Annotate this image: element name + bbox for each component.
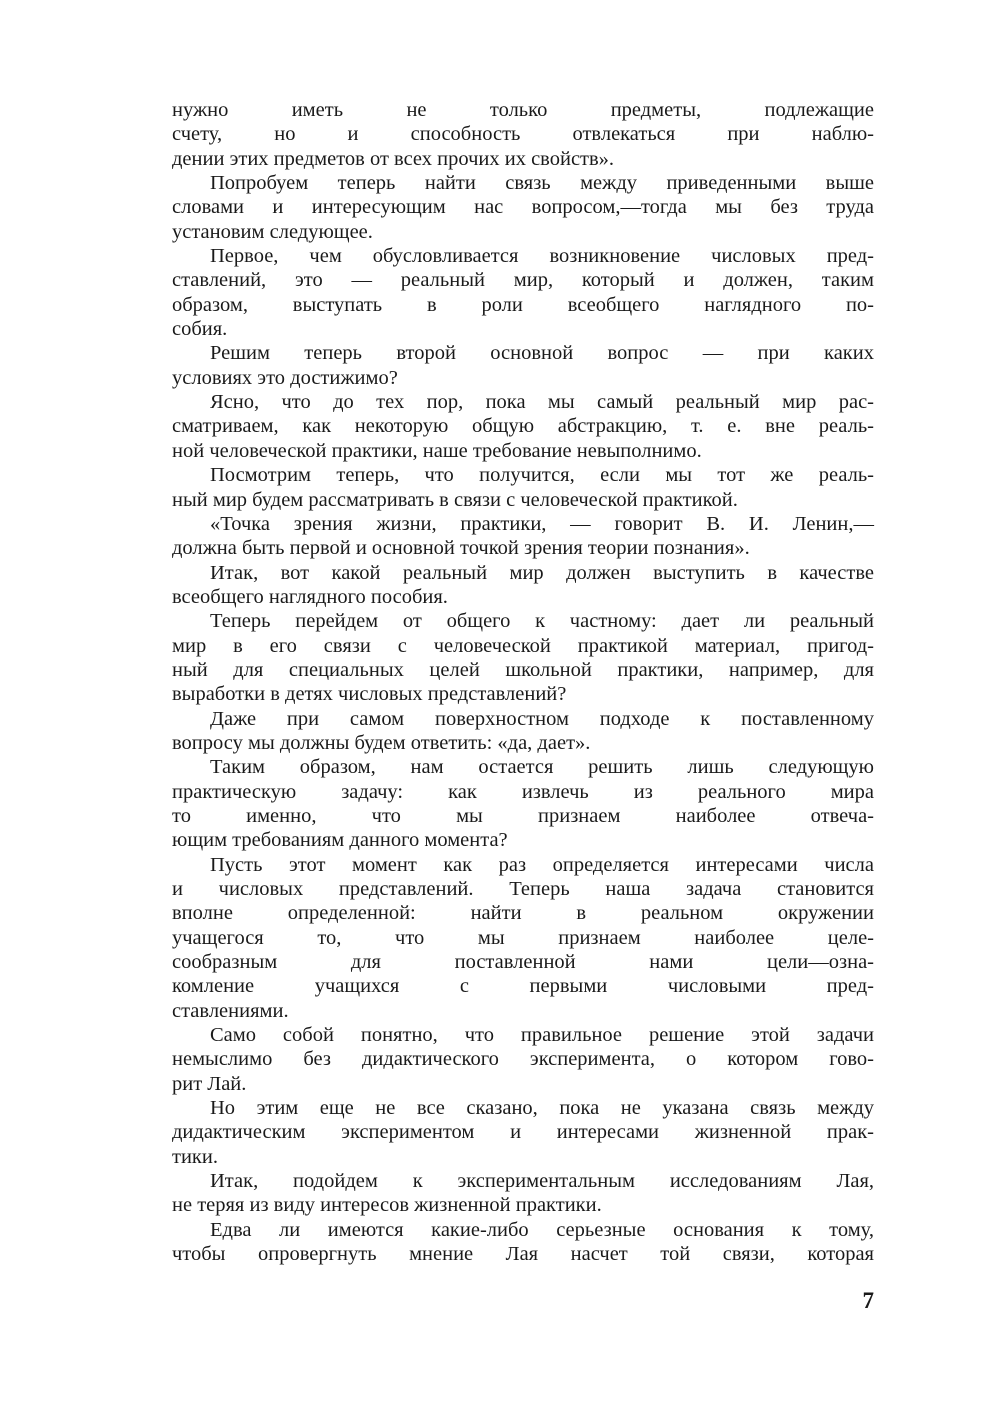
text-line: Даже при самом поверхностном подходе к поставленному — [210, 707, 874, 730]
text-line: Таким образом, нам остается решить лишь следующую — [210, 756, 874, 779]
text-line: собия. — [172, 318, 228, 341]
text-line: рит Лай. — [172, 1072, 247, 1095]
text-line: установим следующее. — [172, 220, 373, 243]
text-line: Пусть этот момент как раз определяется интересами числа — [210, 853, 874, 876]
text-line: нужно иметь не только предметы, подлежащие — [172, 99, 874, 121]
text-line: Но этим еще не все сказано, пока не указана связь между — [210, 1097, 874, 1120]
text-line: комление учащихся с первыми числовыми пред- — [172, 975, 874, 998]
text-line: словами и интересующим нас вопросом,—тогда мы без труда — [172, 196, 874, 219]
text-line: тики. — [172, 1145, 218, 1168]
text-line: Едва ли имеются какие-либо серьезные основания к тому, — [210, 1218, 874, 1241]
text-line: чтобы опровергнуть мнение Лая насчет той связи, которая — [172, 1243, 874, 1266]
text-line: ставлениями. — [172, 999, 289, 1022]
text-line: мир в его связи с человеческой практикой материал, пригод- — [172, 634, 874, 657]
text-line: учащегося то, что мы признаем наиболее целе- — [172, 926, 874, 949]
page-number: 7 — [862, 1288, 874, 1313]
page-body-text — [172, 98, 874, 1267]
text-line: счету, но и способность отвлекаться при наблю- — [172, 123, 874, 146]
text-line: ный для специальных целей школьной практики, например, для — [172, 658, 874, 681]
text-line: выработки в детях числовых представлений? — [172, 683, 567, 706]
text-line: условиях это достижимо? — [172, 366, 398, 389]
text-line: всеобщего наглядного пособия. — [172, 585, 448, 608]
text-line: ной человеческой практики, наше требование невыполнимо. — [172, 439, 702, 462]
text-line: сматриваем, как некоторую общую абстракцию, т. е. вне реаль- — [172, 415, 874, 438]
text-line: Итак, подойдем к экспериментальным исследованиям Лая, — [210, 1170, 874, 1193]
text-line: Теперь перейдем от общего к частному: дает ли реальный — [210, 610, 874, 633]
text-line: Само собой понятно, что правильное решение этой задачи — [210, 1024, 874, 1047]
text-line: образом, выступать в роли всеобщего наглядного по- — [172, 293, 874, 316]
text-line: Посмотрим теперь, что получится, если мы тот же реаль- — [210, 464, 874, 487]
text-line: то именно, что мы признаем наиболее отвеча- — [172, 804, 874, 827]
text-line: не теряя из виду интересов жизненной практики. — [172, 1194, 602, 1217]
text-line: ставлений, это — реальный мир, который и должен, таким — [172, 269, 874, 292]
text-line: немыслимо без дидактического эксперимента, о котором гово- — [172, 1048, 874, 1071]
text-line: дении этих предметов от всех прочих их свойств». — [172, 147, 615, 170]
text-line: и числовых представлений. Теперь наша задача становится — [172, 878, 874, 900]
text-line: ный мир будем рассматривать в связи с человеческой практикой. — [172, 488, 738, 511]
text-line: Первое, чем обусловливается возникновение числовых пред- — [210, 245, 874, 268]
text-line: вполне определенной: найти в реальном окружении — [172, 902, 874, 925]
text-line: должна быть первой и основной точкой зрения теории познания». — [172, 537, 750, 560]
text-line: ющим требованиям данного момента? — [172, 829, 508, 852]
text-line: Попробуем теперь найти связь между приведенными выше — [210, 172, 874, 195]
text-line: сообразным для поставленной нами цели—озна- — [172, 951, 874, 974]
text-line: Ясно, что до тех пор, пока мы самый реальный мир рас- — [210, 391, 874, 414]
text-line: Итак, вот какой реальный мир должен выступить в качестве — [210, 561, 874, 584]
text-line: «Точка зрения жизни, практики, — говорит В. И. Ленин,— — [210, 512, 874, 535]
text-line: дидактическим экспериментом и интересами жизненной прак- — [172, 1121, 874, 1144]
text-line: Решим теперь второй основной вопрос — при каких — [210, 342, 874, 365]
text-line: практическую задачу: как извлечь из реального мира — [172, 780, 874, 803]
text-line: вопросу мы должны будем ответить: «да, дает». — [172, 731, 591, 754]
